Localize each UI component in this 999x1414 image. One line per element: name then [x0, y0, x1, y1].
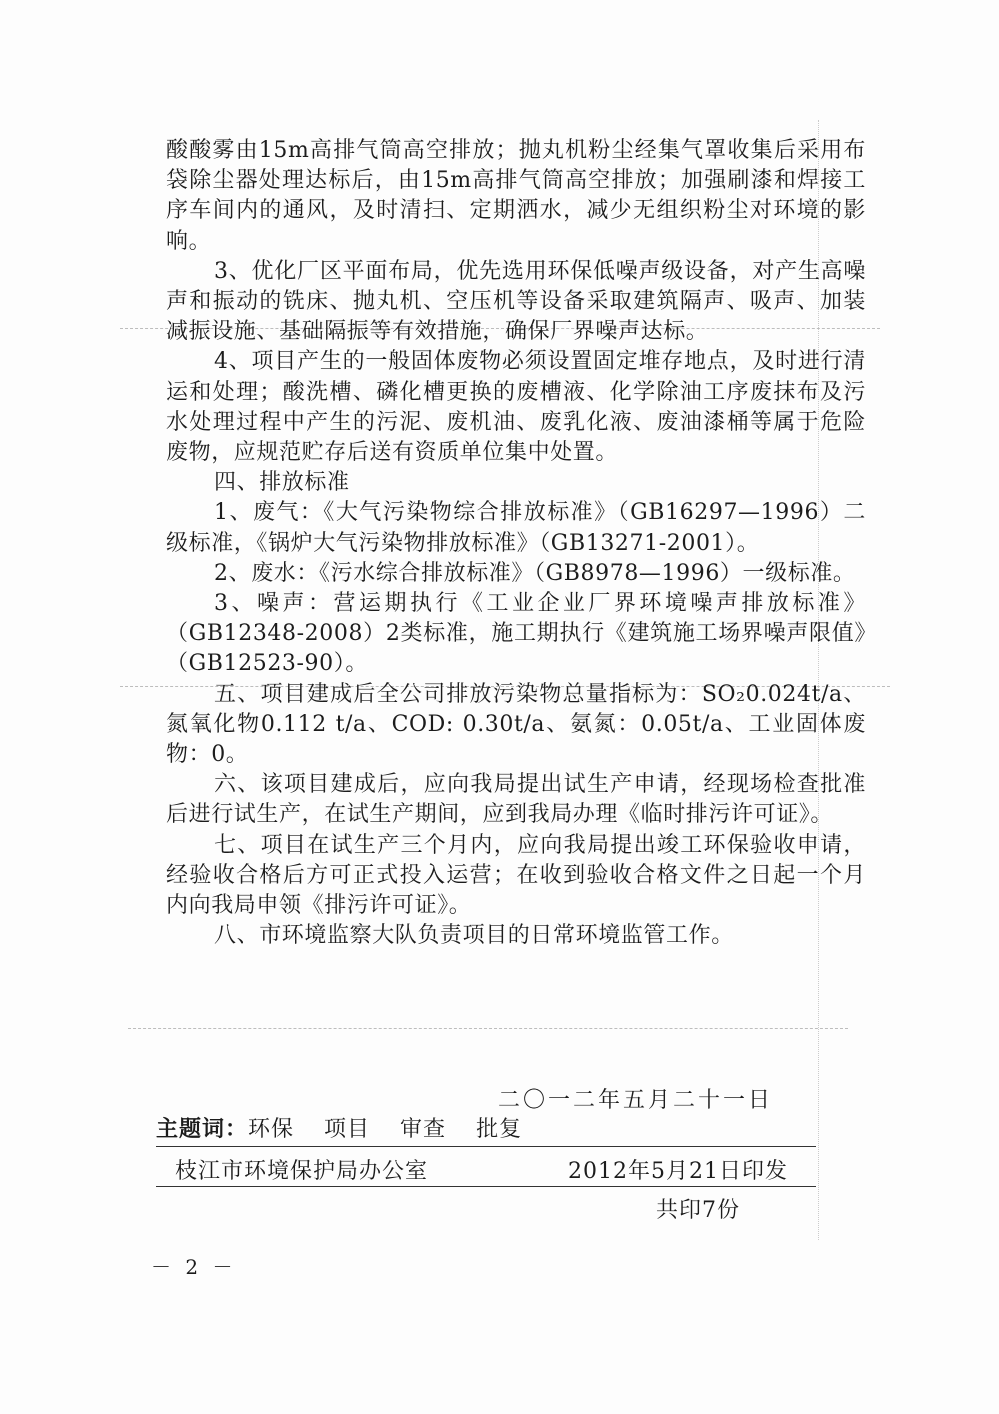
- divider-rule: [156, 1146, 816, 1147]
- paragraph-7: 3、噪声：营运期执行《工业企业厂界环境噪声排放标准》（GB12348-2008）2类标准，施工期执行《建筑施工场界噪声限值》（GB12523-90）。: [166, 591, 866, 677]
- paragraph-11: 八、市环境监察大队负责项目的日常环境监管工作。: [214, 923, 734, 949]
- divider-rule: [156, 1186, 816, 1187]
- printed-date: 2012年5月21日印发: [568, 1159, 788, 1184]
- paragraph-2: 3、优化厂区平面布局，优先选用环保低噪声级设备，对产生高噪声和振动的铣床、抛丸机、空压机等设备采取建筑隔声、吸声、加装减振设施、基础隔振等有效措施，确保厂界噪声达标。: [166, 258, 866, 345]
- body-text: [166, 136, 866, 951]
- subject-keyword: 批复: [476, 1117, 523, 1142]
- document-date: 二〇一二年五月二十一日: [498, 1088, 774, 1113]
- subject-keywords: [156, 1112, 552, 1143]
- section-heading-emission-standards: 四、排放标准: [214, 470, 350, 496]
- page-number: － 2 －: [151, 1255, 237, 1279]
- paragraph-3: 4、项目产生的一般固体废物必须设置固定堆存地点，及时进行清运和处理；酸洗槽、磷化槽更换的废槽液、化学除油工序废抹布及污水处理过程中产生的污泥、废机油、废乳化液、废油漆桶等属于危险废物，应规范贮存后送有资质单位集中处置。: [166, 349, 866, 466]
- paragraph-10: 七、项目在试生产三个月内，应向我局提出竣工环保验收申请，经验收合格后方可正式投入运营；在收到验收合格文件之日起一个月内向我局申领《排污许可证》。: [166, 832, 866, 919]
- subject-label: 主题词：: [156, 1116, 249, 1142]
- subject-keyword: 环保: [248, 1117, 295, 1142]
- paragraph-1: 酸酸雾由15m高排气筒高空排放；抛丸机粉尘经集气罩收集后采用布袋除尘器处理达标后，由15m高排气筒高空排放；加强刷漆和焊接工序车间内的通风，及时清扫、定期洒水，减少无组织粉尘对环境的影响。: [166, 138, 866, 254]
- subject-keyword: 项目: [324, 1117, 371, 1142]
- issuing-office: 枝江市环境保护局办公室: [175, 1159, 429, 1184]
- copies-count: 共印7份: [656, 1198, 740, 1223]
- paragraph-6: 2、废水：《污水综合排放标准》（GB8978—1996）一级标准。: [214, 560, 856, 586]
- paragraph-5: 1、废气：《大气污染物综合排放标准》（GB16297—1996）二级标准，《锅炉大气污染物排放标准》（GB13271-2001）。: [166, 500, 866, 556]
- paragraph-9: 六、该项目建成后，应向我局提出试生产申请，经现场检查批准后进行试生产，在试生产期间，应到我局办理《临时排污许可证》。: [166, 772, 866, 828]
- paragraph-8: 五、项目建成后全公司排放污染物总量指标为：SO₂0.024t/a、氮氧化物0.112 t/a、COD: 0.30t/a、氨氮：0.05t/a、工业固体废物：0。: [166, 681, 866, 768]
- scan-artifact-line: [128, 1028, 848, 1029]
- subject-keyword: 审查: [400, 1117, 447, 1142]
